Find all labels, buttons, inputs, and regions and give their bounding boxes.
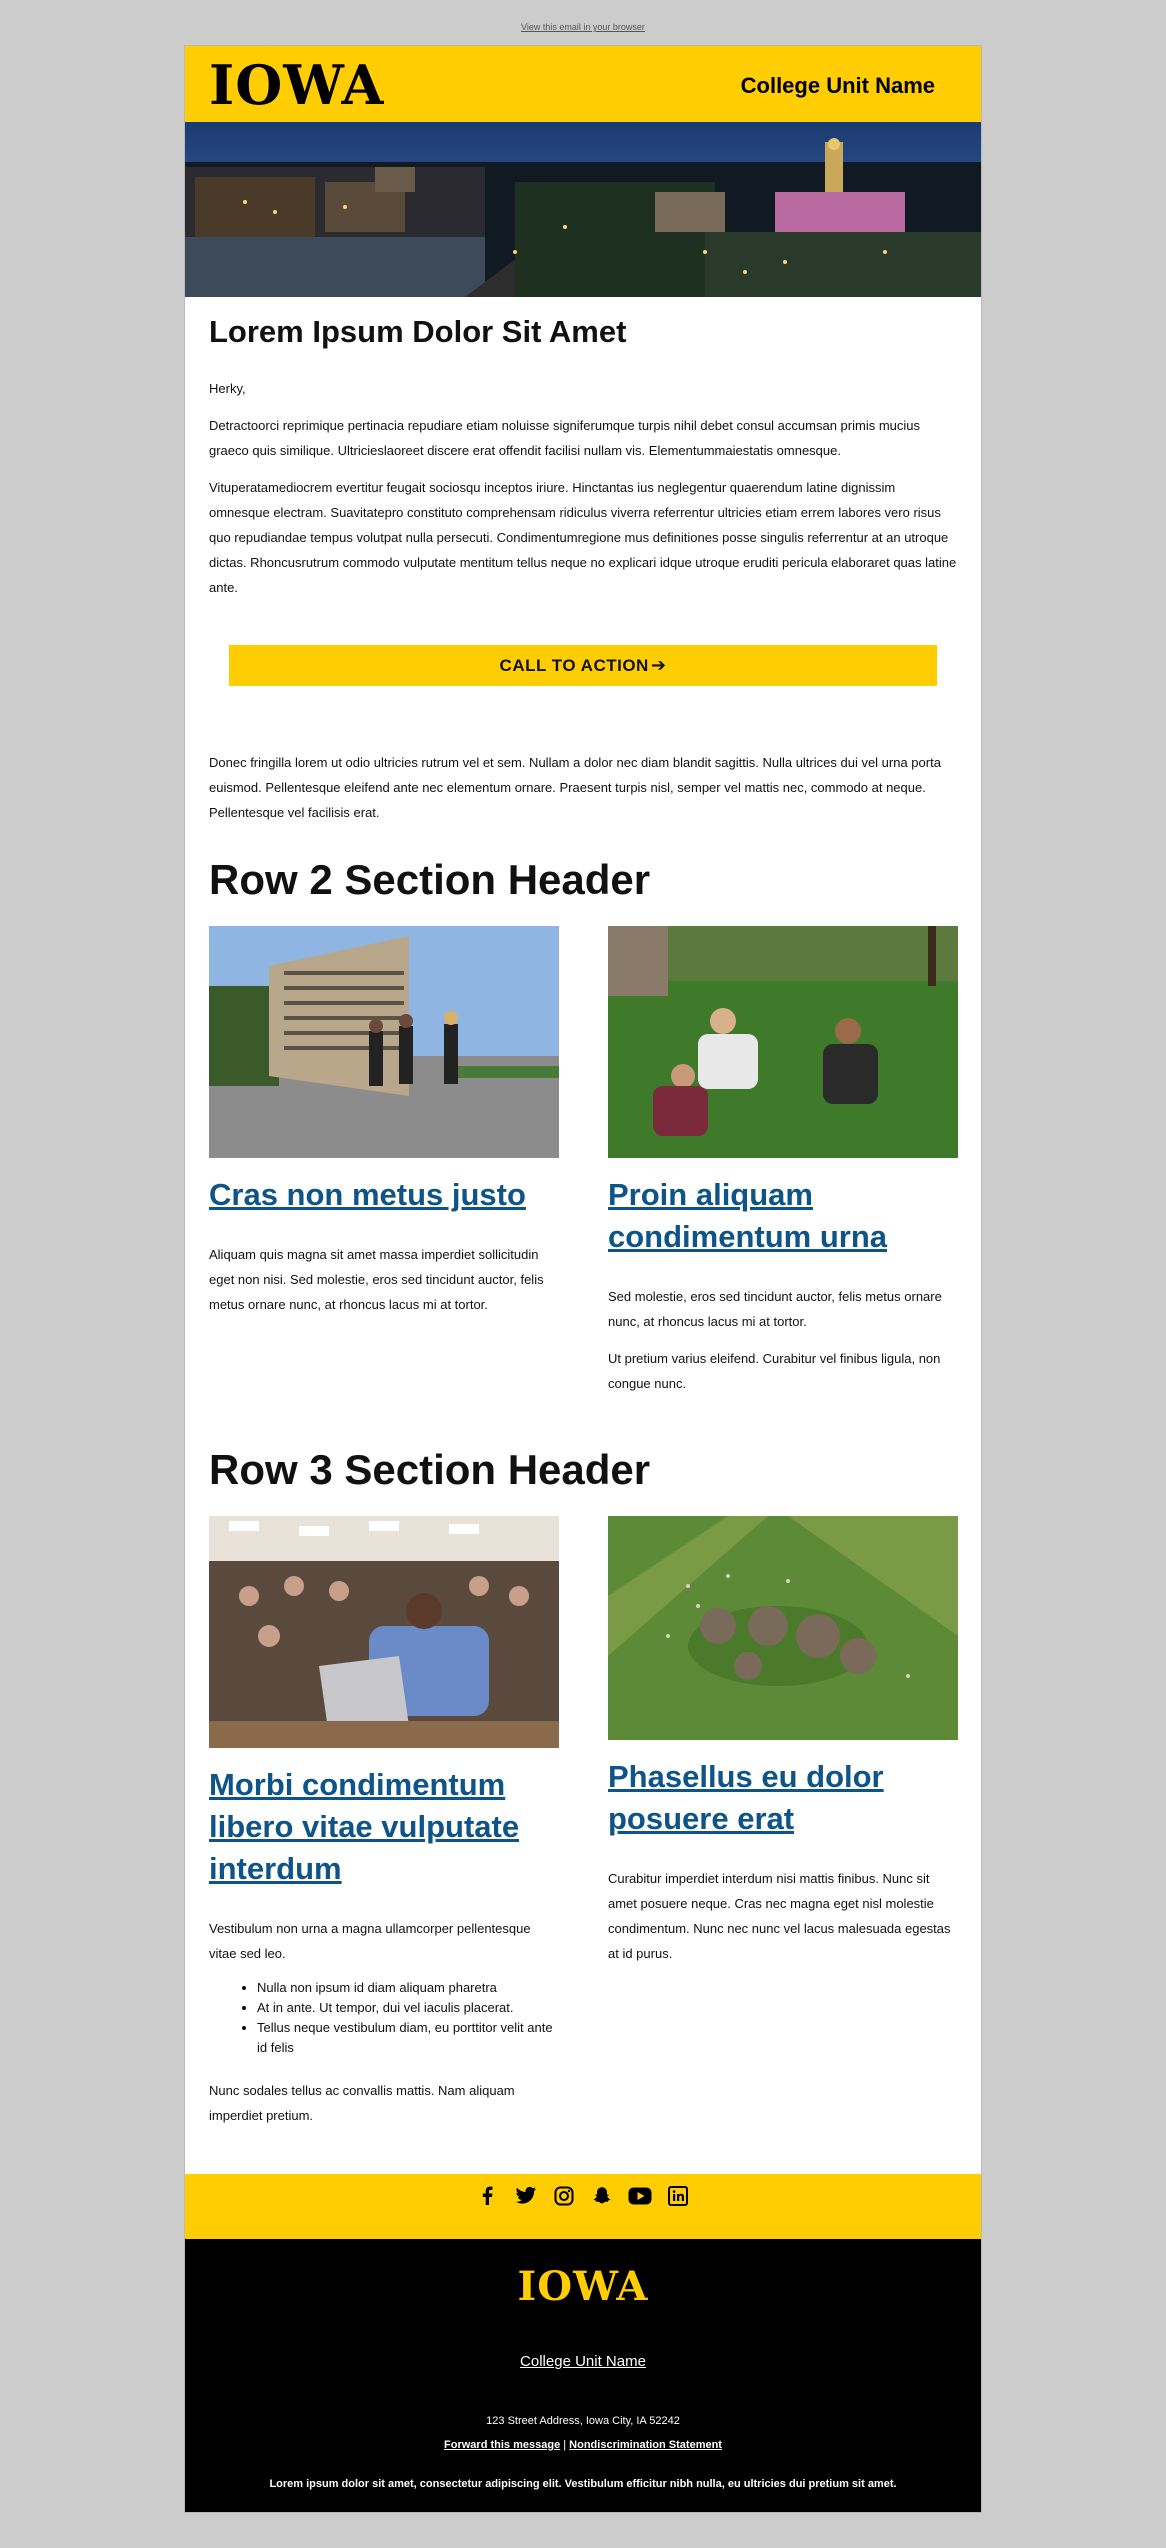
- intro-paragraph-2: Vituperatamediocrem evertitur feugait sociosqu inceptos iriure. Hinctantas ius neglegentur quaerendum latine dignissim omnesque electram. Suavitatepro constituto comprehensam ridiculus viverra referrentur ultricies etiam errem labores vero risus quo repudiandae tempus volutpat nulla persecuti. Condimentumregione mus definitiones posse singulis referrentur at an utroque dictas. Rhoncusrutrum commodo vulputate mentitum tellus neque no explicari idque utroque eruditi pericula elaboraret quas latine ante.: [209, 480, 957, 595]
- social-links-bar: [185, 2174, 981, 2239]
- greeting: Herky,: [209, 381, 246, 396]
- row3-right-paragraph: Curabitur imperdiet interdum nisi mattis finibus. Nunc sit amet posuere neque. Cras nec magna eget nisl molestie condimentum. Nunc nec nunc vel lacus malesuada egestas at id purus.: [608, 1871, 951, 1961]
- snapchat-icon[interactable]: [590, 2184, 614, 2208]
- list-item: • Tellus neque vestibulum diam, eu porttitor velit ante id felis: [257, 2018, 559, 2058]
- aerial-tigerhawk-field-photo: [608, 1516, 958, 1740]
- row2-section-header: Row 2 Section Header: [209, 856, 651, 903]
- row3-right-title[interactable]: Phasellus eu dolor posuere erat: [608, 1759, 884, 1836]
- forward-message-link[interactable]: Forward this message: [444, 2439, 561, 2451]
- students-walking-photo: [209, 926, 559, 1158]
- row2-left-card: [209, 926, 559, 1317]
- intro-body: [209, 376, 957, 600]
- row3-right-card: [608, 1516, 958, 1966]
- youtube-icon[interactable]: [628, 2184, 652, 2208]
- students-on-grass-photo: [608, 926, 958, 1158]
- call-to-action-button[interactable]: [229, 645, 937, 686]
- instagram-icon[interactable]: [552, 2184, 576, 2208]
- twitter-icon[interactable]: [514, 2184, 538, 2208]
- row2-right-card: [608, 926, 958, 1396]
- link-separator: |: [560, 2439, 570, 2451]
- linkedin-icon[interactable]: [666, 2184, 690, 2208]
- footer-iowa-logo[interactable]: IOWA: [517, 2263, 649, 2310]
- email-container: [184, 45, 982, 2513]
- footer-unit-name-link[interactable]: College Unit Name: [520, 2353, 646, 2370]
- iowa-logo[interactable]: IOWA: [209, 53, 385, 117]
- nondiscrimination-link[interactable]: Nondiscrimination Statement: [569, 2439, 722, 2451]
- intro-paragraph-1: Detractoorci reprimique pertinacia repudiare etiam noluisse signiferumque turpis nihil debet consul accumsan primis mucius graeco quis similique. Ultricieslaoreet discere erat offendit facilisi nullam vis. Elementummaiestatis omnesque.: [209, 418, 920, 458]
- header-unit-name: College Unit Name: [740, 73, 935, 98]
- arrow-right-icon: ➔: [650, 655, 667, 675]
- row2-right-title[interactable]: Proin aliquam condimentum urna: [608, 1177, 888, 1254]
- row2-left-title[interactable]: Cras non metus justo: [209, 1177, 526, 1212]
- list-item: • At in ante. Ut tempor, dui vel iaculis placerat.: [257, 1998, 559, 2018]
- row2-right-paragraph-1: Sed molestie, eros sed tincidunt auctor, felis metus ornare nunc, at rhoncus lacus mi at tortor.: [608, 1289, 942, 1329]
- intro-paragraph-3: Donec fringilla lorem ut odio ultricies rutrum vel et sem. Nullam a dolor nec diam blandit sagittis. Nulla ultrices dui vel urna porta euismod. Pellentesque eleifend ante nec elementum ornare. Praesent turpis nisl, semper vel mattis nec, commodo at neque. Pellentesque vel facilisis erat.: [209, 755, 941, 820]
- row3-left-title[interactable]: Morbi condimentum libero vitae vulputate interdum: [209, 1767, 520, 1886]
- row3-left-paragraph-1: Vestibulum non urna a magna ullamcorper pellentesque vitae sed leo.: [209, 1921, 531, 1961]
- row3-left-bullet-list: [209, 1978, 559, 2058]
- facebook-icon[interactable]: [476, 2184, 500, 2208]
- row3-left-card: [209, 1516, 559, 2128]
- lecture-hall-photo: [209, 1516, 559, 1748]
- footer-links: [185, 2439, 981, 2451]
- list-item: • Nulla non ipsum id diam aliquam pharetra: [257, 1978, 559, 1998]
- row3-section-header: Row 3 Section Header: [209, 1446, 651, 1493]
- hero-image: [185, 122, 981, 297]
- row3-left-paragraph-2: Nunc sodales tellus ac convallis mattis. Nam aliquam imperdiet pretium.: [209, 2083, 515, 2123]
- cta-label: CALL TO ACTION: [499, 655, 649, 675]
- intro-title: Lorem Ipsum Dolor Sit Amet: [209, 314, 627, 349]
- view-in-browser-link[interactable]: View this email in your browser: [521, 22, 645, 32]
- intro-closing: [209, 750, 957, 825]
- footer-address: 123 Street Address, Iowa City, IA 52242: [486, 2415, 680, 2427]
- row2-left-paragraph: Aliquam quis magna sit amet massa imperdiet sollicitudin eget non nisi. Sed molestie, eros sed tincidunt auctor, felis metus ornare nunc, at rhoncus lacus mi at tortor.: [209, 1247, 544, 1312]
- row2-right-paragraph-2: Ut pretium varius eleifend. Curabitur vel finibus ligula, non congue nunc.: [608, 1351, 941, 1391]
- email-header: [185, 46, 981, 122]
- footer-description: Lorem ipsum dolor sit amet, consectetur adipiscing elit. Vestibulum efficitur nibh nulla, eu ultricies dui pretium sit amet.: [269, 2478, 897, 2490]
- email-footer: [185, 2239, 981, 2513]
